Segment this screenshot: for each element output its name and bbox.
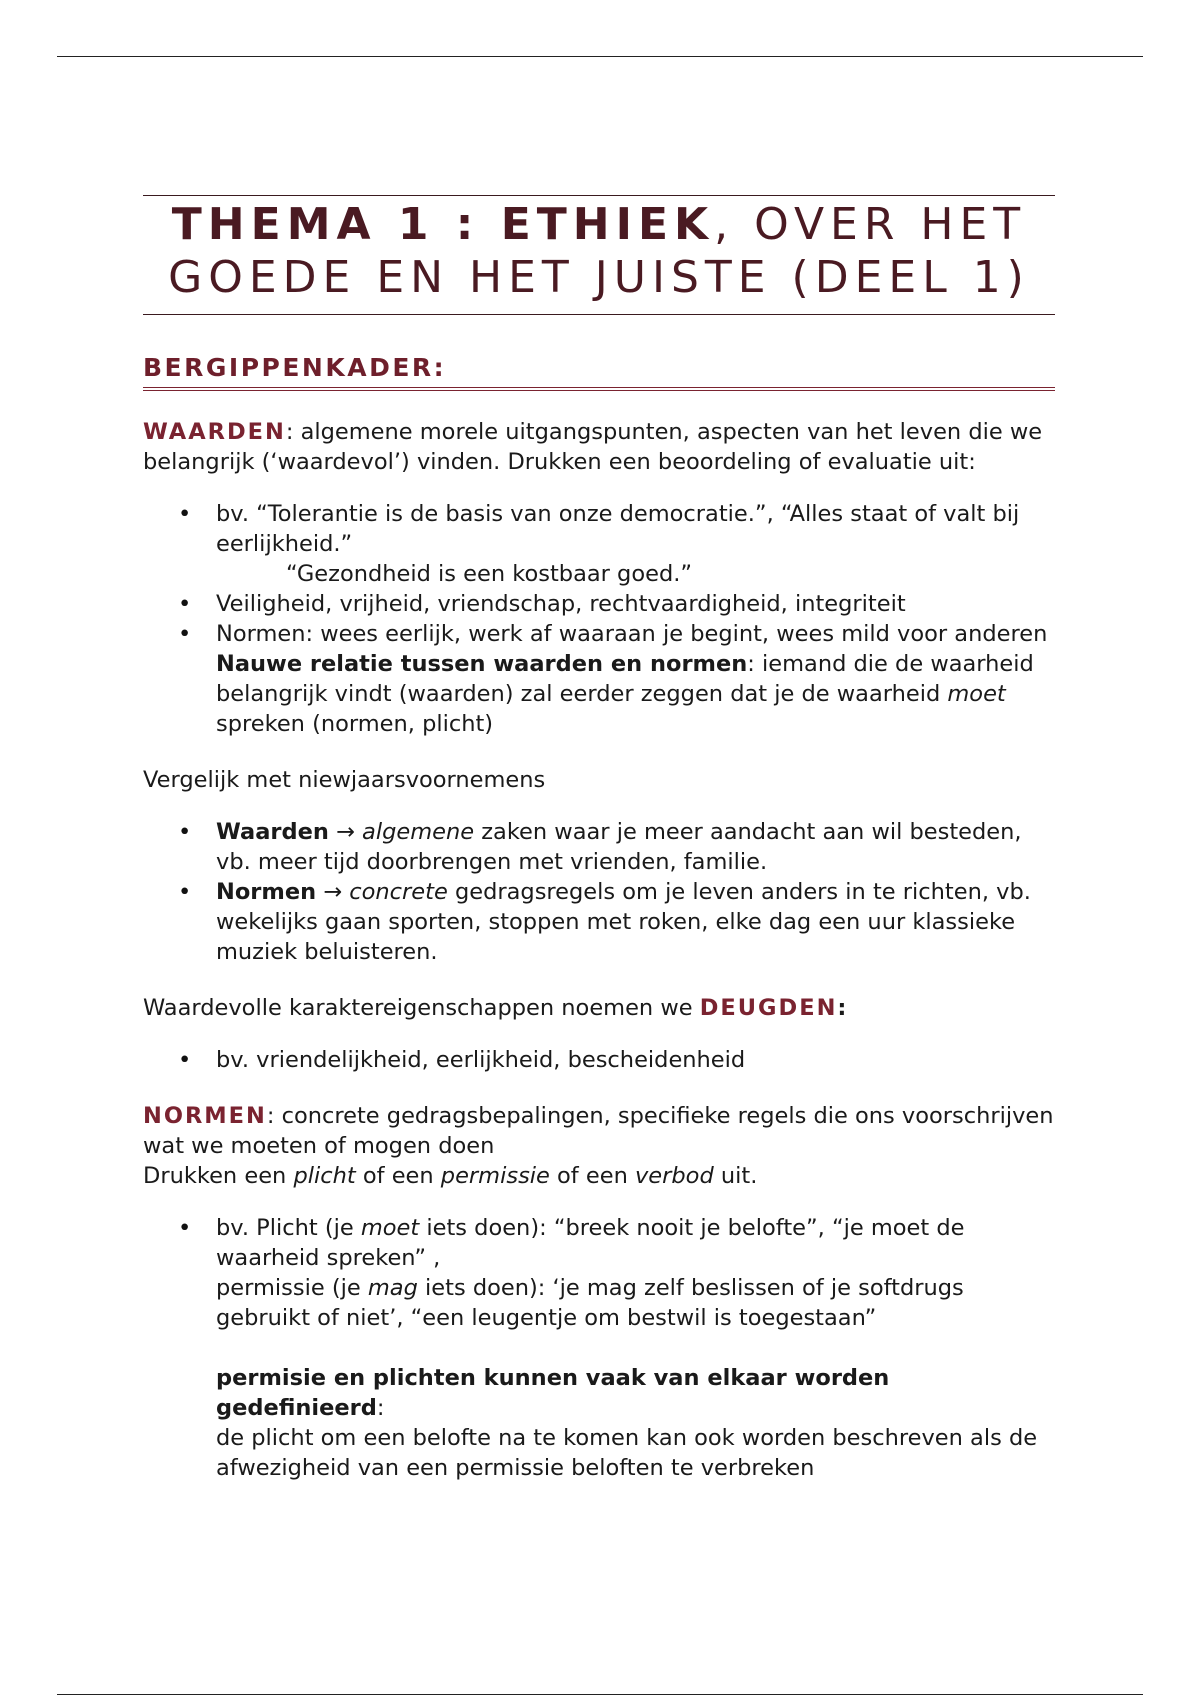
list-item-text: iets doen): ‘je mag zelf beslissen of je softdrugs gebruikt of niet’, “een leugentje om bestwil is toegestaan” [216,1275,964,1331]
page-bottom-rule [57,1694,1143,1695]
arrow-icon: → [316,879,350,905]
list-item [143,1213,1055,1483]
spacer [216,1333,1055,1363]
list-item-italic: moet [947,681,1006,707]
list-item [143,499,1055,589]
list-item-text: Normen: wees eerlijk, werk af waaraan je begint, wees mild voor anderen [216,621,1048,647]
deugden-colon: : [837,995,847,1021]
list-item-bold: Nauwe relatie tussen waarden en normen [216,651,748,677]
list-item [143,619,1055,739]
list-item-text: de plicht om een belofte na te komen kan ook worden beschreven als de afwezigheid van een permissie beloften te verbreken [216,1425,1038,1481]
normen-text: of een [549,1163,635,1189]
deugden-intro-text: Waardevolle karaktereigenschappen noemen we [143,995,700,1021]
vergelijk-intro: Vergelijk met niewjaarsvoornemens [143,767,546,793]
list-item-italic: algemene [362,819,475,845]
section-heading: BERGIPPENKADER: [143,353,1055,391]
list-item-text: Veiligheid, vrijheid, vriendschap, rechtvaardigheid, integriteit [216,591,906,617]
deugden-term: DEUGDEN [699,995,838,1021]
normen-italic: permissie [440,1163,550,1189]
arrow-icon: → [328,819,363,845]
normen-definition-text: : concrete gedragsbepalingen, specifieke regels die ons voorschrijven wat we moeten of mogen doen [143,1103,1054,1159]
list-item [143,817,1055,877]
list-item [143,877,1055,967]
waarden-definition [143,417,1055,477]
waarden-term: WAARDEN [143,419,286,445]
page-top-rule [57,56,1143,57]
title-bold: THEMA 1 : ETHIEK [171,199,715,250]
list-item-bold: permisie en plichten kunnen vaak van elkaar worden gedefinieerd [216,1365,890,1421]
normen-italic: verbod [634,1163,714,1189]
list-item-text: permissie (je [216,1275,368,1301]
list-item-text: gedragsregels om je leven anders in te richten, vb. wekelijks gaan sporten, stoppen met roken, elke dag een uur klassieke muziek beluisteren. [216,879,1031,965]
list-item-italic: moet [360,1215,420,1241]
list-item-bold: Normen [216,879,317,905]
list-item-text: spreken (normen, plicht) [216,711,494,737]
list-item-text: iets doen): “breek nooit je belofte”, “je moet de waarheid spreken” , [216,1215,965,1271]
list-item-text: bv. “Tolerantie is de basis van onze democratie.”, “Alles staat of valt bij eerlijkheid.” [216,501,1020,557]
list-item-text: bv. Plicht (je [216,1215,361,1241]
vergelijk-list [143,817,1055,967]
deugden-list [143,1045,1055,1075]
normen-text: uit. [713,1163,758,1189]
page-title [143,195,1055,315]
list-item [143,589,1055,619]
deugden-intro [143,993,1055,1023]
normen-italic: plicht [293,1163,356,1189]
list-item-bold: Waarden [216,819,329,845]
list-item-text: “Gezondheid is een kostbaar goed.” [286,561,693,587]
list-item [143,1045,1055,1075]
list-item-italic: concrete [349,879,448,905]
waarden-list [143,499,1055,739]
document-body [143,195,1055,1483]
normen-text: Drukken een [143,1163,294,1189]
normen-term: NORMEN [143,1103,267,1129]
list-item-italic: mag [367,1275,418,1301]
title-rest: , OVER HET GOEDE EN HET JUISTE (DEEL 1) [168,199,1030,303]
list-item-text: : [376,1395,385,1421]
normen-text: of een [355,1163,441,1189]
list-item-text: zaken waar je meer aandacht aan wil besteden, vb. meer tijd doorbrengen met vrienden, familie. [216,819,1022,875]
list-item-text: bv. vriendelijkheid, eerlijkheid, bescheidenheid [216,1047,746,1073]
list-item-text: : iemand die de waarheid belangrijk vindt (waarden) zal eerder zeggen dat je de waarheid [216,651,1034,707]
normen-definition [143,1101,1055,1191]
waarden-definition-text: : algemene morele uitgangspunten, aspecten van het leven die we belangrijk (‘waardevol’) vinden. Drukken een beoordeling of evaluatie uit: [143,419,1043,475]
normen-list [143,1213,1055,1483]
